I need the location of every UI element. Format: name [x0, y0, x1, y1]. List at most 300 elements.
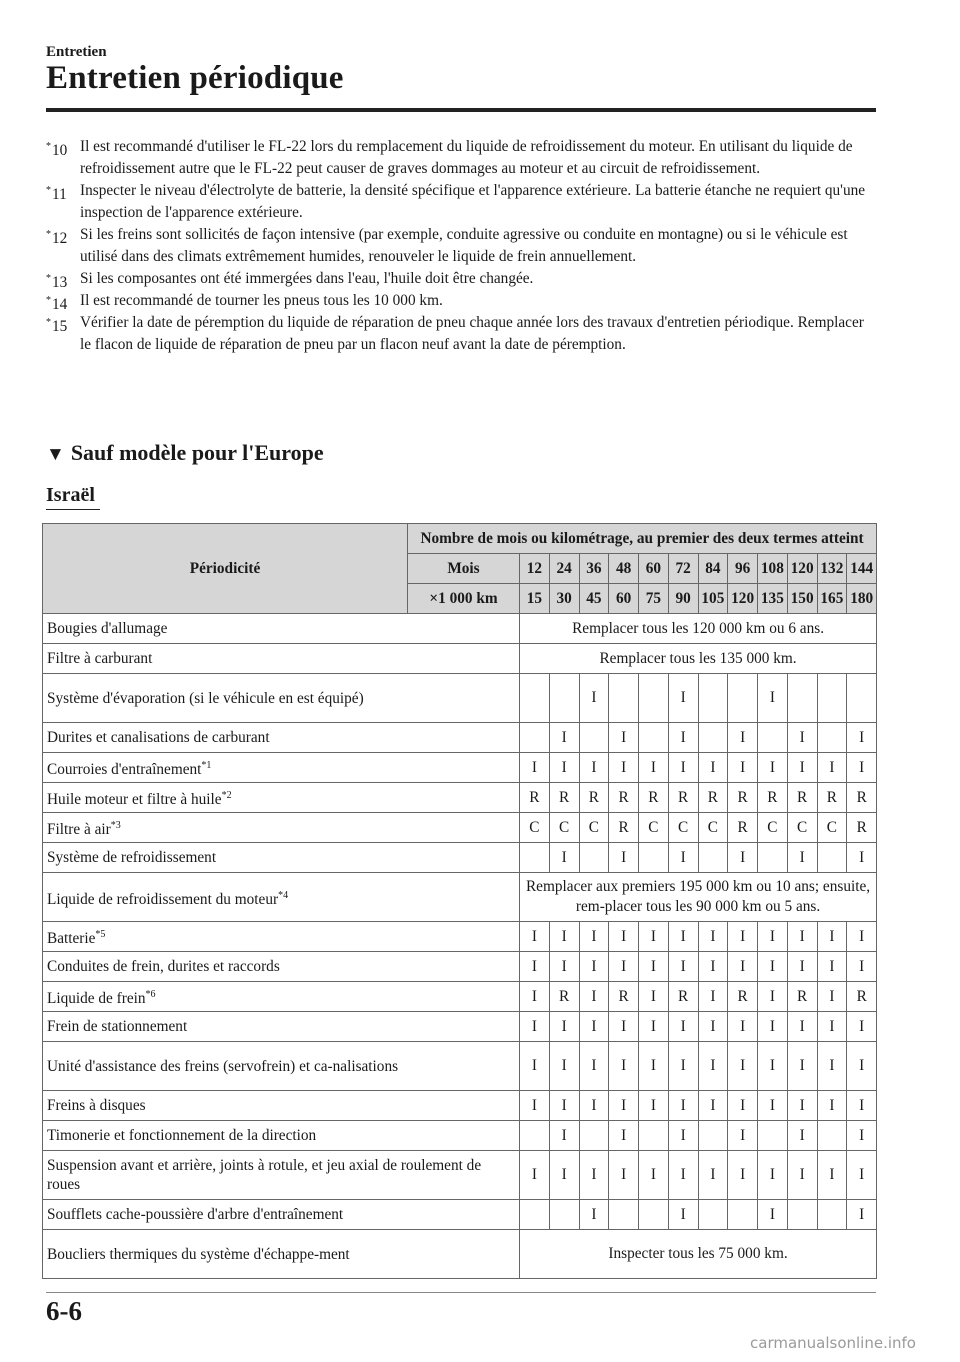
schedule-cell: I [609, 1151, 639, 1200]
month-cell: 144 [847, 554, 877, 584]
footnote-num-text: 12 [52, 230, 68, 247]
schedule-cell: R [668, 783, 698, 813]
km-cell: 105 [698, 584, 728, 614]
schedule-cell: C [639, 813, 669, 843]
schedule-cell: I [579, 1091, 609, 1121]
row-label-text: Filtre à air [47, 821, 111, 838]
schedule-cell [639, 843, 669, 873]
schedule-cell: I [758, 674, 788, 723]
periodicity-header: Périodicité [43, 524, 408, 614]
row-label [43, 783, 520, 813]
schedule-cell: I [668, 753, 698, 783]
schedule-cell [817, 674, 847, 723]
schedule-cell: I [520, 1151, 550, 1200]
region-label: Israël [46, 484, 95, 506]
schedule-cell: I [549, 1151, 579, 1200]
table-row [43, 1230, 877, 1279]
section-label: Entretien [46, 44, 107, 60]
schedule-cell: I [520, 952, 550, 982]
schedule-cell [698, 674, 728, 723]
schedule-cell: I [817, 1012, 847, 1042]
schedule-cell: I [549, 1012, 579, 1042]
schedule-cell: I [698, 1151, 728, 1200]
schedule-cell: I [520, 1091, 550, 1121]
schedule-cell: I [787, 922, 817, 952]
schedule-cell: I [549, 1091, 579, 1121]
schedule-cell: I [847, 1091, 877, 1121]
schedule-cell: I [609, 1042, 639, 1091]
footnote-marker: * [46, 317, 51, 328]
schedule-cell: I [639, 1151, 669, 1200]
schedule-cell [609, 1200, 639, 1230]
row-label [43, 1012, 520, 1042]
schedule-cell: I [758, 1151, 788, 1200]
schedule-cell: I [787, 1091, 817, 1121]
row-instruction: Inspecter tous les 75 000 km. [520, 1230, 877, 1279]
row-footnote-ref: *1 [201, 760, 212, 771]
footnote-text: Il est recommandé d'utiliser le FL-22 lors du remplacement du liquide de refroidissement du moteur. En utilisant du liquide de refroidissement autre que le FL-22 peut causer de graves dommages au moteur et au circuit de refroidissement. [80, 138, 853, 177]
km-cell: 75 [639, 584, 669, 614]
schedule-cell: I [579, 952, 609, 982]
schedule-cell [787, 674, 817, 723]
schedule-cell: I [668, 1042, 698, 1091]
table-row [43, 1121, 877, 1151]
schedule-cell: I [668, 1151, 698, 1200]
schedule-cell: I [579, 1151, 609, 1200]
month-cell: 24 [549, 554, 579, 584]
schedule-cell: R [609, 982, 639, 1012]
km-cell: 150 [787, 584, 817, 614]
row-label [43, 1091, 520, 1121]
schedule-cell: I [668, 1121, 698, 1151]
schedule-cell: I [549, 1042, 579, 1091]
km-cell: 165 [817, 584, 847, 614]
schedule-cell: I [758, 1012, 788, 1042]
schedule-cell: I [668, 843, 698, 873]
table-row [43, 922, 877, 952]
schedule-cell: R [668, 982, 698, 1012]
schedule-cell: I [758, 1200, 788, 1230]
footnote-14 [46, 290, 876, 312]
schedule-cell [639, 1200, 669, 1230]
schedule-cell: I [698, 753, 728, 783]
table-row [43, 753, 877, 783]
row-label-text: Boucliers thermiques du système d'échappe-ment [47, 1245, 350, 1263]
row-label-text: Durites et canalisations de carburant [47, 729, 270, 746]
row-label [43, 674, 520, 723]
schedule-cell: C [817, 813, 847, 843]
table-row [43, 813, 877, 843]
schedule-cell: I [758, 952, 788, 982]
km-cell: 135 [758, 584, 788, 614]
schedule-cell: C [698, 813, 728, 843]
schedule-cell: I [609, 1091, 639, 1121]
schedule-cell [639, 723, 669, 753]
row-label-text: Huile moteur et filtre à huile [47, 791, 222, 808]
watermark: carmanualsonline.info [750, 1334, 916, 1352]
schedule-cell: I [639, 922, 669, 952]
schedule-cell [609, 674, 639, 723]
km-label: ×1 000 km [408, 584, 520, 614]
table-row [43, 674, 877, 723]
schedule-cell: I [549, 952, 579, 982]
row-label [43, 922, 520, 952]
months-label: Mois [408, 554, 520, 584]
km-cell: 180 [847, 584, 877, 614]
km-cell: 90 [668, 584, 698, 614]
schedule-cell: I [520, 1012, 550, 1042]
row-label [43, 1121, 520, 1151]
row-label [43, 1042, 520, 1091]
schedule-cell: C [758, 813, 788, 843]
schedule-cell: R [549, 783, 579, 813]
schedule-cell: I [758, 753, 788, 783]
footnote-marker: * [46, 295, 51, 306]
schedule-cell: I [758, 1042, 788, 1091]
schedule-cell: I [847, 922, 877, 952]
footnote-num-text: 11 [52, 186, 67, 203]
month-cell: 120 [787, 554, 817, 584]
row-label [43, 614, 520, 644]
schedule-cell: I [817, 1151, 847, 1200]
schedule-cell [579, 723, 609, 753]
schedule-cell: R [847, 783, 877, 813]
footnote-num-text: 13 [52, 274, 68, 291]
schedule-cell [549, 1200, 579, 1230]
schedule-cell: C [787, 813, 817, 843]
km-cell: 120 [728, 584, 758, 614]
schedule-cell: R [728, 783, 758, 813]
month-cell: 96 [728, 554, 758, 584]
row-label-text: Unité d'assistance des freins (servofrein) et ca-nalisations [47, 1057, 399, 1075]
schedule-cell: I [520, 1042, 550, 1091]
footnote-11 [46, 180, 876, 224]
row-label-text: Conduites de frein, durites et raccords [47, 958, 280, 975]
schedule-cell: I [728, 723, 758, 753]
row-label [43, 843, 520, 873]
schedule-cell: I [787, 1012, 817, 1042]
schedule-cell: I [847, 952, 877, 982]
schedule-cell: I [728, 1151, 758, 1200]
month-cell: 132 [817, 554, 847, 584]
schedule-cell: I [579, 753, 609, 783]
row-label [43, 1200, 520, 1230]
schedule-cell: I [698, 952, 728, 982]
schedule-cell: R [639, 783, 669, 813]
schedule-cell: I [787, 1042, 817, 1091]
footnote-text: Vérifier la date de péremption du liquide de réparation de pneu chaque année lors des travaux d'entretien périodique. Remplacer le flacon de liquide de réparation de pneu par un flacon neuf avant la date de péremption. [80, 314, 864, 353]
row-instruction: Remplacer tous les 135 000 km. [520, 644, 877, 674]
footnote-12 [46, 224, 876, 268]
schedule-cell: I [668, 922, 698, 952]
row-label [43, 813, 520, 843]
row-label [43, 982, 520, 1012]
maintenance-schedule-table [42, 523, 877, 1279]
footnote-10 [46, 136, 876, 180]
schedule-cell: R [787, 783, 817, 813]
schedule-cell [639, 674, 669, 723]
schedule-cell: I [609, 1121, 639, 1151]
schedule-cell: I [728, 1042, 758, 1091]
schedule-cell: R [520, 783, 550, 813]
table-row [43, 873, 877, 922]
footnote-13 [46, 268, 876, 290]
subheading-text: Sauf modèle pour l'Europe [70, 440, 324, 465]
schedule-cell [817, 723, 847, 753]
schedule-cell: I [817, 1042, 847, 1091]
row-label [43, 873, 520, 922]
schedule-cell [520, 843, 550, 873]
schedule-cell: R [728, 982, 758, 1012]
schedule-cell: R [847, 982, 877, 1012]
schedule-cell: I [728, 1012, 758, 1042]
schedule-cell: I [758, 922, 788, 952]
schedule-cell [728, 674, 758, 723]
footnote-text: Si les freins sont sollicités de façon intensive (par exemple, conduite agressive ou conduite en montagne) ou si le véhicule est utilisé dans des climats extrêmement humides, renouveler le liquide de frein annuellement. [80, 226, 848, 265]
footnote-marker: * [46, 273, 51, 284]
schedule-cell: C [668, 813, 698, 843]
schedule-cell: I [847, 1121, 877, 1151]
footnote-number [46, 224, 67, 250]
month-cell: 36 [579, 554, 609, 584]
schedule-cell: I [520, 922, 550, 952]
schedule-cell: I [698, 1042, 728, 1091]
schedule-cell: C [549, 813, 579, 843]
schedule-cell: I [549, 753, 579, 783]
title-rule [46, 108, 876, 112]
row-label-text: Suspension avant et arrière, joints à rotule, et jeu axial de roulement de roues [47, 1157, 482, 1193]
schedule-cell: I [639, 1042, 669, 1091]
schedule-cell: I [817, 1091, 847, 1121]
schedule-cell [758, 843, 788, 873]
schedule-cell: I [847, 843, 877, 873]
schedule-cell: I [609, 753, 639, 783]
schedule-cell [698, 843, 728, 873]
month-cell: 72 [668, 554, 698, 584]
schedule-cell: I [817, 753, 847, 783]
footnote-number [46, 312, 67, 338]
region-underline [46, 509, 100, 510]
row-label-text: Liquide de refroidissement du moteur [47, 890, 279, 908]
schedule-cell: I [579, 1200, 609, 1230]
schedule-cell: I [579, 982, 609, 1012]
schedule-cell: R [549, 982, 579, 1012]
row-label-text: Système d'évaporation (si le véhicule en est équipé) [47, 689, 364, 707]
table-row [43, 1012, 877, 1042]
schedule-cell: I [728, 922, 758, 952]
footnote-num-text: 15 [52, 318, 68, 335]
schedule-cell [549, 674, 579, 723]
schedule-cell: I [817, 982, 847, 1012]
schedule-cell: I [698, 982, 728, 1012]
row-label [43, 644, 520, 674]
schedule-cell: I [520, 982, 550, 1012]
footnote-marker: * [46, 229, 51, 240]
schedule-cell: I [817, 922, 847, 952]
schedule-cell: R [817, 783, 847, 813]
schedule-cell: I [787, 723, 817, 753]
table-row [43, 614, 877, 644]
page-title: Entretien périodique [46, 60, 344, 96]
footer-rule [46, 1292, 876, 1293]
schedule-cell: I [579, 922, 609, 952]
triangle-down-icon: ▼ [46, 444, 65, 465]
footnote-text: Si les composantes ont été immergées dans l'eau, l'huile doit être changée. [80, 270, 534, 287]
schedule-cell: I [728, 1091, 758, 1121]
row-label-text: Courroies d'entraînement [47, 761, 202, 778]
schedule-cell: I [787, 753, 817, 783]
schedule-cell: I [847, 1151, 877, 1200]
schedule-cell: I [639, 952, 669, 982]
schedule-cell: I [787, 1121, 817, 1151]
schedule-cell [728, 1200, 758, 1230]
footnote-number [46, 136, 67, 162]
schedule-cell: I [787, 1151, 817, 1200]
row-label-text: Frein de stationnement [47, 1018, 188, 1035]
footnotes [46, 136, 876, 356]
schedule-cell [579, 1121, 609, 1151]
interval-header: Nombre de mois ou kilométrage, au premier des deux termes atteint [408, 524, 877, 554]
schedule-cell [758, 1121, 788, 1151]
table-row [43, 783, 877, 813]
schedule-cell [817, 843, 847, 873]
schedule-cell: I [668, 674, 698, 723]
row-label-text: Bougies d'allumage [47, 620, 168, 637]
schedule-cell: I [639, 1091, 669, 1121]
table-row [43, 952, 877, 982]
footnote-marker: * [46, 141, 51, 152]
schedule-cell: I [728, 1121, 758, 1151]
schedule-cell: I [758, 1091, 788, 1121]
month-cell: 84 [698, 554, 728, 584]
schedule-cell: I [847, 1200, 877, 1230]
schedule-cell: R [698, 783, 728, 813]
schedule-cell: I [847, 723, 877, 753]
schedule-cell: R [758, 783, 788, 813]
schedule-cell [579, 843, 609, 873]
schedule-cell: I [817, 952, 847, 982]
table-row [43, 1091, 877, 1121]
row-label [43, 952, 520, 982]
km-cell: 30 [549, 584, 579, 614]
row-instruction: Remplacer tous les 120 000 km ou 6 ans. [520, 614, 877, 644]
schedule-cell: I [698, 922, 728, 952]
schedule-cell: I [698, 1091, 728, 1121]
schedule-cell [520, 723, 550, 753]
schedule-cell: I [847, 1042, 877, 1091]
schedule-cell: I [579, 1042, 609, 1091]
km-cell: 45 [579, 584, 609, 614]
month-cell: 108 [758, 554, 788, 584]
schedule-cell: R [609, 813, 639, 843]
schedule-cell: I [609, 723, 639, 753]
schedule-cell [817, 1121, 847, 1151]
row-label [43, 1151, 520, 1200]
row-label [43, 723, 520, 753]
schedule-cell: I [668, 1200, 698, 1230]
schedule-cell: I [609, 922, 639, 952]
row-label-text: Timonerie et fonctionnement de la direction [47, 1127, 317, 1144]
schedule-cell [520, 1200, 550, 1230]
schedule-cell: R [847, 813, 877, 843]
row-footnote-ref: *3 [110, 820, 121, 831]
schedule-cell: I [549, 723, 579, 753]
row-label-text: Système de refroidissement [47, 849, 217, 866]
page-number: 6-6 [46, 1296, 82, 1326]
schedule-cell: I [579, 1012, 609, 1042]
row-label-text: Filtre à carburant [47, 650, 153, 667]
footnote-15 [46, 312, 876, 356]
row-footnote-ref: *2 [221, 790, 232, 801]
schedule-cell: I [549, 1121, 579, 1151]
table-row [43, 982, 877, 1012]
footnote-num-text: 10 [52, 142, 68, 159]
schedule-cell: I [758, 982, 788, 1012]
table-row [43, 1151, 877, 1200]
footnote-num-text: 14 [52, 296, 68, 313]
month-cell: 48 [609, 554, 639, 584]
schedule-cell [520, 1121, 550, 1151]
row-label-text: Liquide de frein [47, 990, 146, 1007]
table-row [43, 644, 877, 674]
row-instruction: Remplacer aux premiers 195 000 km ou 10 ans; ensuite, rem-placer tous les 90 000 km ou 5 ans. [520, 873, 877, 922]
schedule-cell: I [639, 982, 669, 1012]
footnote-marker: * [46, 185, 51, 196]
schedule-cell: I [639, 1012, 669, 1042]
table-row [43, 723, 877, 753]
schedule-cell: I [668, 723, 698, 753]
schedule-cell: I [847, 1012, 877, 1042]
schedule-cell: I [847, 753, 877, 783]
schedule-cell [817, 1200, 847, 1230]
schedule-cell: R [579, 783, 609, 813]
schedule-cell: I [609, 1012, 639, 1042]
row-label-text: Soufflets cache-poussière d'arbre d'entraînement [47, 1206, 344, 1223]
row-label [43, 1230, 520, 1279]
schedule-cell: R [609, 783, 639, 813]
schedule-cell: I [787, 843, 817, 873]
row-label [43, 753, 520, 783]
schedule-cell [520, 674, 550, 723]
table-row [43, 843, 877, 873]
row-footnote-ref: *5 [95, 929, 106, 940]
schedule-cell: I [668, 1091, 698, 1121]
schedule-cell: C [520, 813, 550, 843]
footnote-text: Inspecter le niveau d'électrolyte de batterie, la densité spécifique et l'apparence extérieure. La batterie étanche ne requiert qu'une inspection de l'apparence extérieure. [80, 182, 866, 221]
schedule-cell: C [579, 813, 609, 843]
schedule-cell [698, 723, 728, 753]
schedule-cell: I [579, 674, 609, 723]
row-label-text: Freins à disques [47, 1097, 146, 1114]
schedule-cell: I [609, 952, 639, 982]
schedule-cell: I [728, 753, 758, 783]
schedule-cell: I [520, 753, 550, 783]
table-row [43, 1042, 877, 1091]
schedule-cell: I [668, 1012, 698, 1042]
schedule-cell [847, 674, 877, 723]
table-row [43, 1200, 877, 1230]
month-cell: 60 [639, 554, 669, 584]
subheading [46, 440, 324, 466]
footnote-number [46, 180, 67, 206]
schedule-cell: I [549, 922, 579, 952]
row-label-text: Batterie [47, 930, 96, 947]
km-cell: 15 [520, 584, 550, 614]
schedule-cell: I [639, 753, 669, 783]
row-footnote-ref: *4 [278, 889, 289, 901]
schedule-cell: R [787, 982, 817, 1012]
footnote-text: Il est recommandé de tourner les pneus tous les 10 000 km. [80, 292, 443, 309]
